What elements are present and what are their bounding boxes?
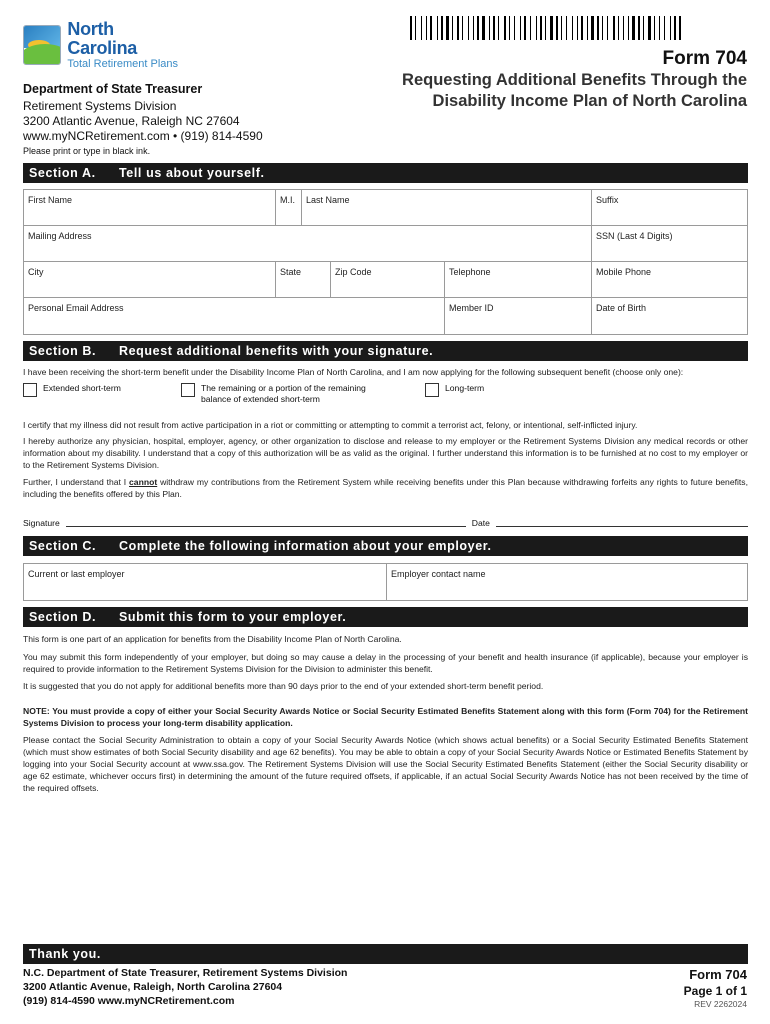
first-name-field[interactable]: First Name [24,190,276,225]
certify-text: I certify that my illness did not result from active participation in a riot or committing or attempting to commit a terrorist act, felony, or intentional, self-inflicted injury. [23,420,638,430]
footer-address [23,966,347,1008]
option-label: The remaining or a portion of the remaining balance of extended short-term [201,383,366,404]
email-field[interactable]: Personal Email Address [24,298,445,334]
further-pre: Further, I understand that I [23,477,130,487]
section-c-grid [23,563,748,601]
checkbox[interactable] [181,383,195,397]
nc-logo [23,18,183,70]
form-number: Form 704 [662,48,747,69]
section-c-label: Section C. [29,539,97,553]
thank-you-bar [23,944,748,964]
checkbox[interactable] [425,383,439,397]
date-label: Date [471,518,490,528]
section-d-p4: Please contact the Social Security Administration to obtain a copy of your Social Security Awards Notice (which shows actual benefits) or a Social Security Estimated Benefits Statement (which must show estimates of both Social Security disability and age 62 benefits). You may be able to obtain a copy of your Social Security Awards Notice or Estimated Benefits Statement by logging into your Social Security account at www.ssa.gov. The Retirement Systems Division will use the Social Security Estimated Benefits Statement (either the Social Security disability or age 62 estimate, whichever occurs first) in determining the amount of the future required offsets, if applicable, if an actual Social Security Awards Notice has not been received by the time of the required offsets. [23,735,748,793]
suffix-field[interactable]: Suffix [596,195,619,205]
city-field[interactable]: City [24,262,276,297]
section-a-label: Section A. [29,166,96,180]
section-b-header [23,341,748,361]
state-field[interactable]: State [276,262,331,297]
option-label: Extended short-term [43,383,121,393]
signature-row [23,518,748,528]
nc-landscape-icon [23,25,61,65]
dept-division: Retirement Systems Division [23,99,177,113]
section-b-intro: I have been receiving the short-term benefit under the Disability Income Plan of North Carolina, and I am now applying for the following subsequent benefit (choose only one): [23,367,684,377]
section-d-p2: You may submit this form independently of your employer, but doing so may cause a delay in the processing of your benefit and health insurance (if applicable), because your employer is required to provide information to the Retirement Systems Division for the Division to administer this benefit. [23,652,748,674]
footer-form-number: Form 704 [689,967,747,982]
member-id-field[interactable]: Member ID [445,298,592,334]
section-d-note: NOTE: You must provide a copy of either your Social Security Awards Notice or Social Security Estimated Benefits Statement along with this form (Form 704) for the Retirement Systems Division to process your long-term disability application. [23,706,748,728]
print-note: Please print or type in black ink. [23,146,151,156]
dept-address: 3200 Atlantic Avenue, Raleigh NC 27604 [23,114,240,128]
section-b-title: Request additional benefits with your signature. [119,344,434,358]
logo-title: North Carolina [67,18,137,58]
ssn-field[interactable]: SSN (Last 4 Digits) [596,231,673,241]
logo-subtitle: Total Retirement Plans [67,57,179,70]
dob-field[interactable]: Date of Birth [596,303,647,313]
option-long-term[interactable] [425,383,484,397]
dept-contact: www.myNCRetirement.com • (919) 814-4590 [23,129,263,143]
dept-name: Department of State Treasurer [23,82,203,96]
option-label: Long-term [445,383,485,393]
date-field[interactable] [496,518,748,527]
option-remaining-balance[interactable] [181,383,381,405]
authorize-text: I hereby authorize any physician, hospital, employer, agency, or other organization to disclose and release to my employer or the Retirement Systems Division any medical records or other information about my disability. I understand that a copy of this authorization will be as valid as the original. I further understand this information is to be furnished at no cost to my employer or to the Retirement Systems Division. [23,436,748,470]
section-c-title: Complete the following information about your employer. [119,539,492,553]
signature-label: Signature [23,518,60,528]
mi-field[interactable]: M.I. [276,190,302,225]
department-block [23,82,263,144]
further-text [23,476,748,500]
section-d-title: Submit this form to your employer. [119,610,347,624]
footer-addr-line3: (919) 814-4590 www.myNCRetirement.com [23,995,235,1007]
section-b-label: Section B. [29,344,97,358]
section-a-grid [23,189,748,335]
footer-page: Page 1 of 1 [683,984,747,998]
employer-field[interactable]: Current or last employer [24,564,387,600]
checkbox[interactable] [23,383,37,397]
section-a-title: Tell us about yourself. [119,166,265,180]
section-d-label: Section D. [29,610,97,624]
benefit-options [23,383,748,411]
thank-you-text: Thank you. [29,947,101,961]
signature-field[interactable] [66,518,466,527]
last-name-field[interactable]: Last Name [302,190,592,225]
telephone-field[interactable]: Telephone [445,262,592,297]
footer-addr-line1: N.C. Department of State Treasurer, Retirement Systems Division [23,967,348,979]
form-title: Requesting Additional Benefits Through the Disability Income Plan of North Carolina [402,71,747,110]
employer-contact-field[interactable]: Employer contact name [391,569,486,579]
section-c-header [23,536,748,556]
mobile-phone-field[interactable]: Mobile Phone [596,267,652,277]
further-bold: cannot [129,477,158,487]
section-d-p1: This form is one part of an application for benefits from the Disability Income Plan of North Carolina. [23,634,402,644]
zip-field[interactable]: Zip Code [331,262,445,297]
section-d-header [23,607,748,627]
footer-form-info [684,967,747,1009]
footer-addr-line2: 3200 Atlantic Avenue, Raleigh, North Carolina 27604 [23,981,283,993]
further-post: withdraw my contributions from the Retirement System while receiving benefits under this Plan because withdrawing forfeits any rights to future benefits, including the benefits offered by this Plan. [23,477,748,499]
footer-rev: REV 2262024 [694,999,747,1009]
option-extended-short-term[interactable] [23,383,121,397]
section-a-header [23,163,748,183]
mailing-address-field[interactable]: Mailing Address [24,226,592,261]
section-d-p3: It is suggested that you do not apply for additional benefits more than 90 days prior to the end of your extended short-term benefit period. [23,681,544,691]
barcode-icon [410,16,745,40]
